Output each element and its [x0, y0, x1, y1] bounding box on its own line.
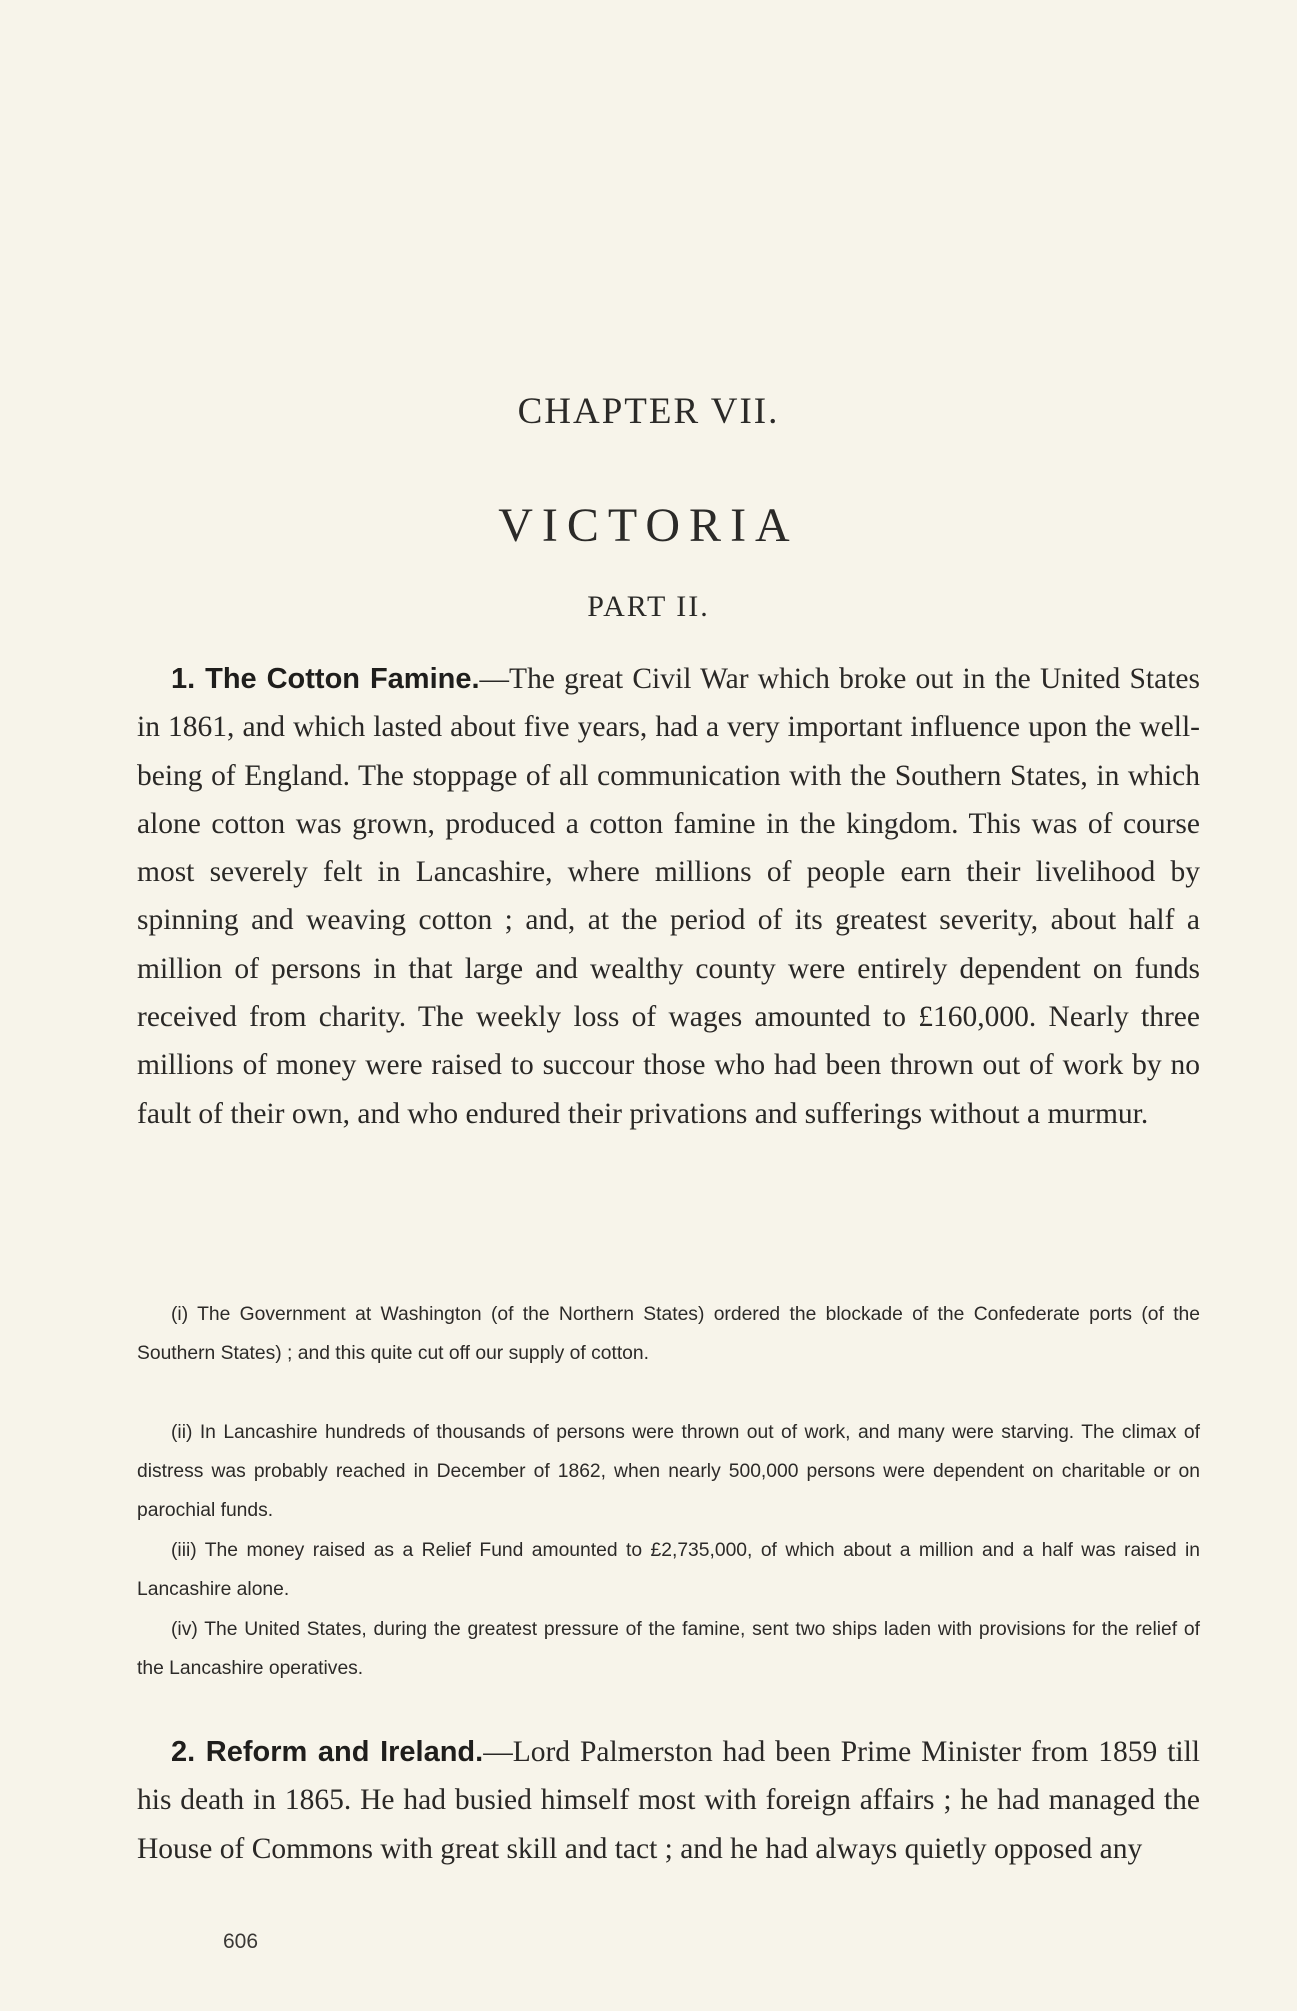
part-heading: PART II. [587, 590, 710, 623]
note-text: (ii) In Lancashire hundreds of thousands of persons were thrown out of work, and many were starving. The climax of distress was probably reached in December of 1862, when nearly 500,000 persons were dependent on charitable or on parochial funds. [137, 1422, 1200, 1521]
section-heading: 2. Reform and Ireland. [171, 1736, 484, 1768]
note-text: (i) The Government at Washington (of the Northern States) ordered the blockade of the Confederate ports (of the Southern States) ; and this quite cut off our supply of cotton. [137, 1304, 1200, 1364]
note-text: (iv) The United States, during the greatest pressure of the famine, sent two ships laden with provisions for the relief of the Lancashire operatives. [137, 1619, 1200, 1679]
section-heading: 1. The Cotton Famine. [171, 663, 480, 695]
note-i [137, 1295, 1200, 1373]
chapter-heading: CHAPTER VII. [517, 391, 780, 432]
note-text: (iii) The money raised as a Relief Fund amounted to £2,735,000, of which about a million and a half was raised in Lancashire alone. [137, 1540, 1200, 1600]
section-body: —Lord Palmerston had been Prime Minister from 1859 till his death in 1865. He had busied himself most with foreign affairs ; he had managed the House of Commons with great skill and tact ; and he had always quietly opposed any [137, 1736, 1201, 1865]
reign-title: VICTORIA [498, 499, 799, 552]
section-body: —The great Civil War which broke out in the United States in 1861, and which lasted about five years, had a very important influence upon the well-being of England. The stoppage of all communication with the Southern States, in which alone cotton was grown, produced a cotton famine in the kingdom. This was of course most severely felt in Lancashire, where millions of people earn their livelihood by spinning and weaving cotton ; and, at the period of its greatest severity, about half a million of persons in that large and wealthy county were entirely dependent on funds received from charity. The weekly loss of wages amounted to £160,000. Nearly three millions of money were raised to succour those who had been thrown out of work by no fault of their own, and who endured their privations and sufferings without a murmur. [137, 663, 1200, 1130]
note-iv [137, 1610, 1200, 1688]
note-ii [137, 1413, 1200, 1530]
section-reform-ireland [137, 1728, 1200, 1873]
note-iii [137, 1531, 1200, 1609]
page-number: 606 [223, 1930, 259, 1953]
section-cotton-famine [137, 655, 1200, 1138]
